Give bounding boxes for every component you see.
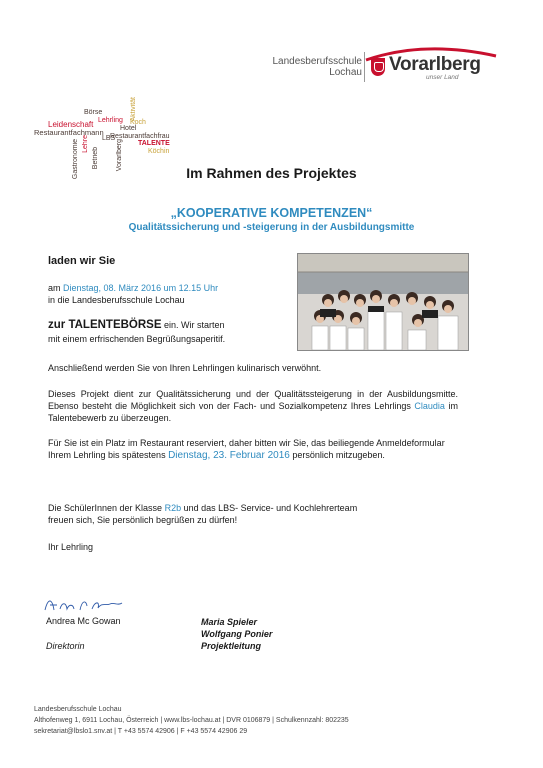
cloud-word: Vorarlberg [116,139,123,172]
talentboerse-title: zur TALENTEBÖRSE [48,319,162,331]
school-name-line2: Lochau [329,67,362,78]
footer-school-name: Landesberufsschule Lochau [34,706,122,713]
cloud-word: Lehre [82,135,89,153]
cloud-word: Restaurantfachmann [34,128,104,137]
cloud-word: Börse [84,109,103,116]
date-prefix: am [48,283,64,293]
paragraph-4-text: Die SchülerInnen der Klasse [48,503,165,513]
class-name: R2b [164,503,182,513]
paragraph-4-line2: freuen sich, Sie persönlich begrüßen zu dürfen! [48,515,238,525]
apprentice-name: Claudia [414,401,445,411]
paragraph-3 [48,437,458,462]
director-name: Andrea Mc Gowan [46,616,121,626]
event-date-line [48,282,218,294]
project-lead-role: Projektleitung [201,641,262,651]
project-intro: Im Rahmen des Projektes [186,165,357,181]
cloud-word: Lehrling [98,117,123,124]
cloud-word: Restaurantfachfrau [110,133,170,140]
footer-address: Althofenweg 1, 6911 Lochau, Österreich | www.lbs-lochau.at | DVR 0106879 | Schulkennzahl: 802235 [34,717,349,724]
school-name [266,56,362,78]
talentboerse-text: ein. Wir starten [161,320,225,330]
brand-logo-text: Vorarlberg [389,54,481,75]
registration-deadline: Dienstag, 23. Februar 2016 [168,450,290,461]
talentboerse-line [48,319,225,331]
photo-illustration [298,254,468,350]
paragraph-3-end: persönlich mitzugeben. [289,450,385,460]
paragraph-2-text: Dieses Projekt dient zur Qualitätssicherung und der Qualitätssteigerung in der Ausbildungsmitte. Ebenso besteht die Möglichkeit sich von der Fach- und Sozialkompetenz Ihres Lehrlings [48,389,458,411]
paragraph-2 [48,388,458,424]
school-name-line1: Landesberufsschule [272,56,362,67]
paragraph-2-end: im Talentebewerb zu überzeugen. [48,401,458,423]
coat-of-arms-icon [371,58,385,76]
cloud-word: Gastronomie [72,139,79,180]
apprentices-photo [297,253,469,351]
cloud-word: Aktivität [130,97,137,122]
cloud-word: Koch [130,119,146,126]
paragraph-3-text: Für Sie ist ein Platz im Restaurant reserviert, daher bitten wir Sie, das beiliegende Anmeldeformular Ihrem Lehrling bis spätestens [48,438,445,460]
project-lead-name-2: Wolfgang Ponier [201,629,273,639]
paragraph-1: Anschließend werden Sie von Ihren Lehrlingen kulinarisch verwöhnt. [48,363,322,373]
paragraph-5: Ihr Lehrling [48,542,94,552]
cloud-word: LBS [102,135,116,142]
director-role: Direktorin [46,641,85,651]
project-title: „KOOPERATIVE KOMPETENZEN“ [170,206,373,220]
cloud-word: Leidenschaft [48,120,94,129]
cloud-word: Hotel [120,125,137,132]
project-lead-name-1: Maria Spieler [201,617,258,627]
footer-contact: sekretariat@lbslo1.snv.at | T +43 5574 42906 | F +43 5574 42906 29 [34,728,248,735]
cloud-word: Betrieb [92,147,99,170]
paragraph-4 [48,502,458,526]
talentboerse-text-2: mit einem erfrischenden Begrüßungsaperitif. [48,334,226,344]
event-date: Dienstag, 08. März 2016 um 12.15 Uhr [63,283,219,293]
event-venue: in die Landesberufsschule Lochau [48,295,185,305]
cloud-word: Köchin [148,148,170,155]
project-subtitle: Qualitätssicherung und -steigerung in der Ausbildungsmitte [128,222,415,233]
invite-heading: laden wir Sie [48,255,116,267]
handwritten-signature-icon [42,596,126,614]
brand-subtitle: unser Land [426,74,459,81]
cloud-word: TALENTE [138,140,170,147]
paragraph-4-end: und das LBS- Service- und Kochlehrerteam [181,503,358,513]
